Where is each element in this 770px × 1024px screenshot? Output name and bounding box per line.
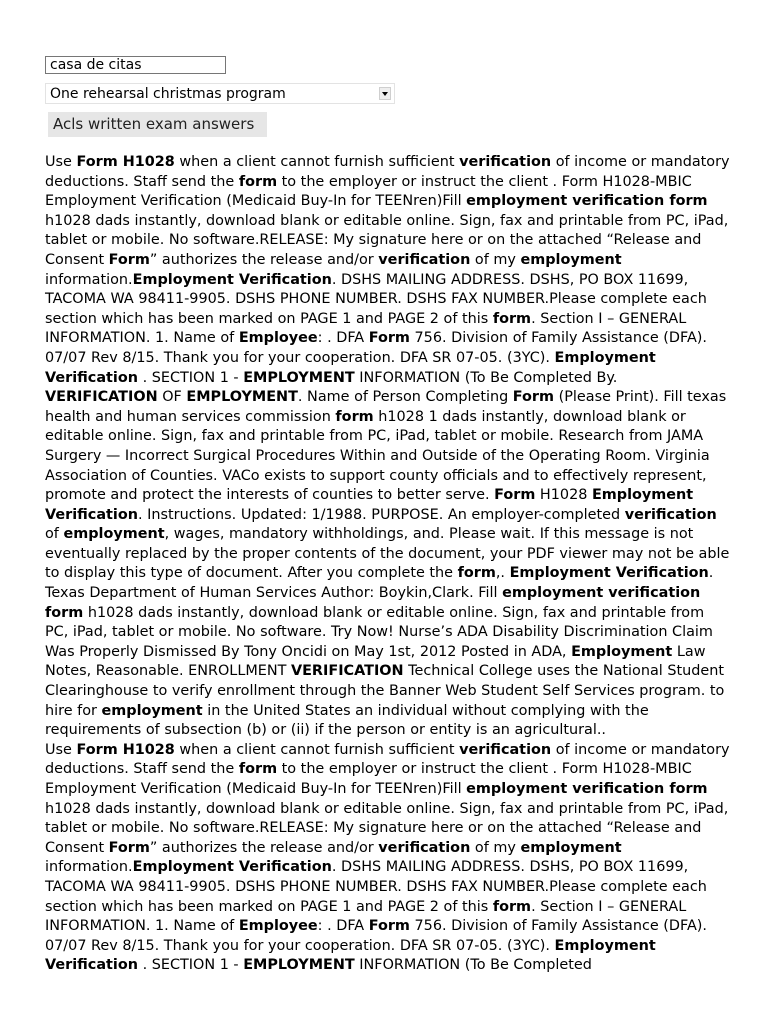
bold-text: Employment Verification bbox=[45, 487, 694, 523]
text-run: of bbox=[45, 526, 64, 543]
text-run: of my bbox=[470, 839, 521, 856]
text-run: Use bbox=[45, 154, 77, 170]
bold-text: form bbox=[238, 173, 278, 190]
chevron-down-icon[interactable] bbox=[379, 87, 391, 100]
text-run: of my bbox=[470, 251, 521, 268]
bold-text: verification bbox=[378, 839, 471, 856]
text-run: . DSHS MAILING ADDRESS. DSHS, PO BOX 11699, TACOMA WA 98411-9905. DSHS PHONE NUMBER. DSHS FAX NUMBER.Please complete each section which has been marked on PAGE 1 and PAGE 2 of this bbox=[45, 271, 707, 327]
bold-text: EMPLOYMENT bbox=[243, 369, 355, 386]
bold-text: verification bbox=[459, 154, 552, 170]
text-run: ,. bbox=[495, 565, 510, 582]
text-run: h1028 1 dads instantly, download blank or editable online. Sign, fax and printable from PC, iPad, tablet or mobile. Research from JAMA Surgery — Incorrect Surgical Procedures Within and Outside of the Operating Room. Virginia Association of Counties. VACo exists to support county officials and to effectively represent, promote and protect the interests of counties to better serve. bbox=[45, 408, 710, 504]
bold-text: Employment Verification bbox=[45, 349, 656, 386]
text-run: when a client cannot furnish sufficient bbox=[174, 741, 460, 758]
text-run: to the employer or instruct the client . Form H1028-MBIC Employment Verification (Medicaid Buy-In for TEENren)Fill bbox=[45, 173, 692, 210]
text-run: Law Notes, Reasonable. ENROLLMENT bbox=[45, 643, 706, 680]
text-run: ” authorizes the release and/or bbox=[149, 839, 379, 856]
bold-text: employment verification form bbox=[466, 193, 708, 210]
bold-text: form bbox=[457, 565, 496, 582]
bold-text: Form bbox=[512, 389, 555, 406]
text-run: information. bbox=[45, 859, 133, 876]
bold-text: verification bbox=[378, 251, 471, 268]
text-run: h1028 dads instantly, download blank or editable online. Sign, fax and printable from PC, iPad, tablet or mobile. No software.RELEASE: My signature here or on the attached “Release and Consent bbox=[45, 212, 729, 268]
bold-text: Form bbox=[368, 918, 410, 935]
bold-text: employment verification form bbox=[45, 585, 701, 621]
article-paragraph bbox=[45, 741, 730, 976]
bold-text: form bbox=[492, 898, 532, 915]
bold-text: Form H1028 bbox=[76, 741, 175, 758]
bold-text: Employee bbox=[238, 330, 318, 347]
bold-text: Employment Verification bbox=[132, 859, 332, 876]
text-run: of income or mandatory deductions. Staff send the bbox=[45, 154, 730, 190]
text-run: . Instructions. Updated: 1/1988. PURPOSE. An employer-completed bbox=[138, 506, 625, 523]
text-run: . Section I – GENERAL INFORMATION. 1. Name of bbox=[45, 898, 687, 935]
text-run: Technical College uses the National Student Clearinghouse to verify enrollment through the Banner Web Student Self Services program. to hire for bbox=[45, 663, 725, 719]
bold-text: EMPLOYMENT bbox=[186, 389, 298, 406]
text-run: . SECTION 1 - bbox=[138, 957, 244, 974]
text-run: . Name of Person Completing bbox=[297, 389, 513, 406]
text-run: to the employer or instruct the client . Form H1028-MBIC Employment Verification (Medicaid Buy-In for TEENren)Fill bbox=[45, 761, 692, 797]
text-run: information. bbox=[45, 271, 133, 288]
bold-text: employment bbox=[101, 702, 203, 719]
bold-text: VERIFICATION bbox=[290, 663, 404, 680]
bold-text: form bbox=[238, 761, 278, 778]
text-run: Use bbox=[45, 741, 77, 758]
bold-text: form bbox=[335, 408, 374, 425]
bold-text: employment bbox=[520, 839, 622, 856]
text-run: h1028 dads instantly, download blank or editable online. Sign, fax and printable from PC, iPad, tablet or mobile. No software. Try Now! Nurse’s ADA Disability Discrimination Claim Was Properly Dismissed By Tony Oncidi on May 1st, 2012 Posted in ADA, bbox=[45, 604, 713, 660]
bold-text: Form H1028 bbox=[76, 154, 175, 170]
bold-text: Employee bbox=[238, 918, 318, 935]
text-run: (Please Print). Fill texas health and human services commission bbox=[45, 389, 727, 425]
bold-text: Employment Verification bbox=[45, 937, 656, 974]
text-run: . Texas Department of Human Services Author: Boykin,Clark. Fill bbox=[45, 565, 714, 602]
bold-text: verification bbox=[459, 741, 552, 758]
text-run: h1028 dads instantly, download blank or editable online. Sign, fax and printable from PC, iPad, tablet or mobile. No software.RELEASE: My signature here or on the attached “Release and Consent bbox=[45, 800, 729, 856]
bold-text: Employment Verification bbox=[132, 271, 332, 288]
text-run: . Section I – GENERAL INFORMATION. 1. Name of bbox=[45, 310, 687, 347]
bold-text: employment bbox=[63, 526, 165, 543]
article-body bbox=[45, 153, 730, 976]
bold-text: VERIFICATION bbox=[45, 389, 158, 406]
text-run: in the United States an individual without complying with the requirements of subsection (b) or (ii) if the person or entity is an agricultural.. bbox=[45, 702, 649, 739]
text-run: ” authorizes the release and/or bbox=[149, 251, 379, 268]
text-run: . SECTION 1 - bbox=[138, 369, 244, 386]
text-run: H1028 bbox=[535, 487, 592, 504]
select-value: One rehearsal christmas program bbox=[50, 86, 286, 102]
exam-answers-button[interactable]: Acls written exam answers bbox=[48, 112, 267, 137]
text-run: : . DFA bbox=[317, 918, 369, 935]
text-run: OF bbox=[157, 389, 187, 406]
text-run: INFORMATION (To Be Completed bbox=[354, 957, 592, 974]
text-run: : . DFA bbox=[317, 330, 369, 347]
text-run: 756. Division of Family Assistance (DFA). 07/07 Rev 8/15. Thank you for your cooperation. DFA SR 07-05. (3YC). bbox=[45, 330, 707, 366]
text-run: when a client cannot furnish sufficient bbox=[174, 154, 460, 170]
search-input[interactable] bbox=[45, 56, 226, 74]
bold-text: Employment Verification bbox=[509, 565, 709, 582]
bold-text: Employment bbox=[571, 643, 673, 660]
bold-text: Form bbox=[108, 251, 150, 268]
bold-text: verification bbox=[624, 506, 717, 523]
text-run: 756. Division of Family Assistance (DFA). 07/07 Rev 8/15. Thank you for your cooperation. DFA SR 07-05. (3YC). bbox=[45, 918, 707, 954]
article-paragraph bbox=[45, 153, 730, 741]
bold-text: Form bbox=[368, 330, 410, 347]
bold-text: form bbox=[492, 310, 532, 327]
text-run: INFORMATION (To Be Completed By. bbox=[354, 369, 618, 386]
text-run: of income or mandatory deductions. Staff send the bbox=[45, 741, 730, 778]
text-run: . DSHS MAILING ADDRESS. DSHS, PO BOX 11699, TACOMA WA 98411-9905. DSHS PHONE NUMBER. DSHS FAX NUMBER.Please complete each section which has been marked on PAGE 1 and PAGE 2 of this bbox=[45, 859, 707, 915]
bold-text: Form bbox=[108, 839, 150, 856]
bold-text: employment verification form bbox=[466, 781, 708, 797]
text-run: , wages, mandatory withholdings, and. Please wait. If this message is not eventually replaced by the proper contents of the document, your PDF viewer may not be able to display this type of document. After you complete the bbox=[45, 526, 730, 582]
bold-text: EMPLOYMENT bbox=[243, 957, 355, 974]
program-select[interactable] bbox=[45, 83, 395, 104]
bold-text: Form bbox=[494, 487, 536, 504]
bold-text: employment bbox=[520, 251, 622, 268]
